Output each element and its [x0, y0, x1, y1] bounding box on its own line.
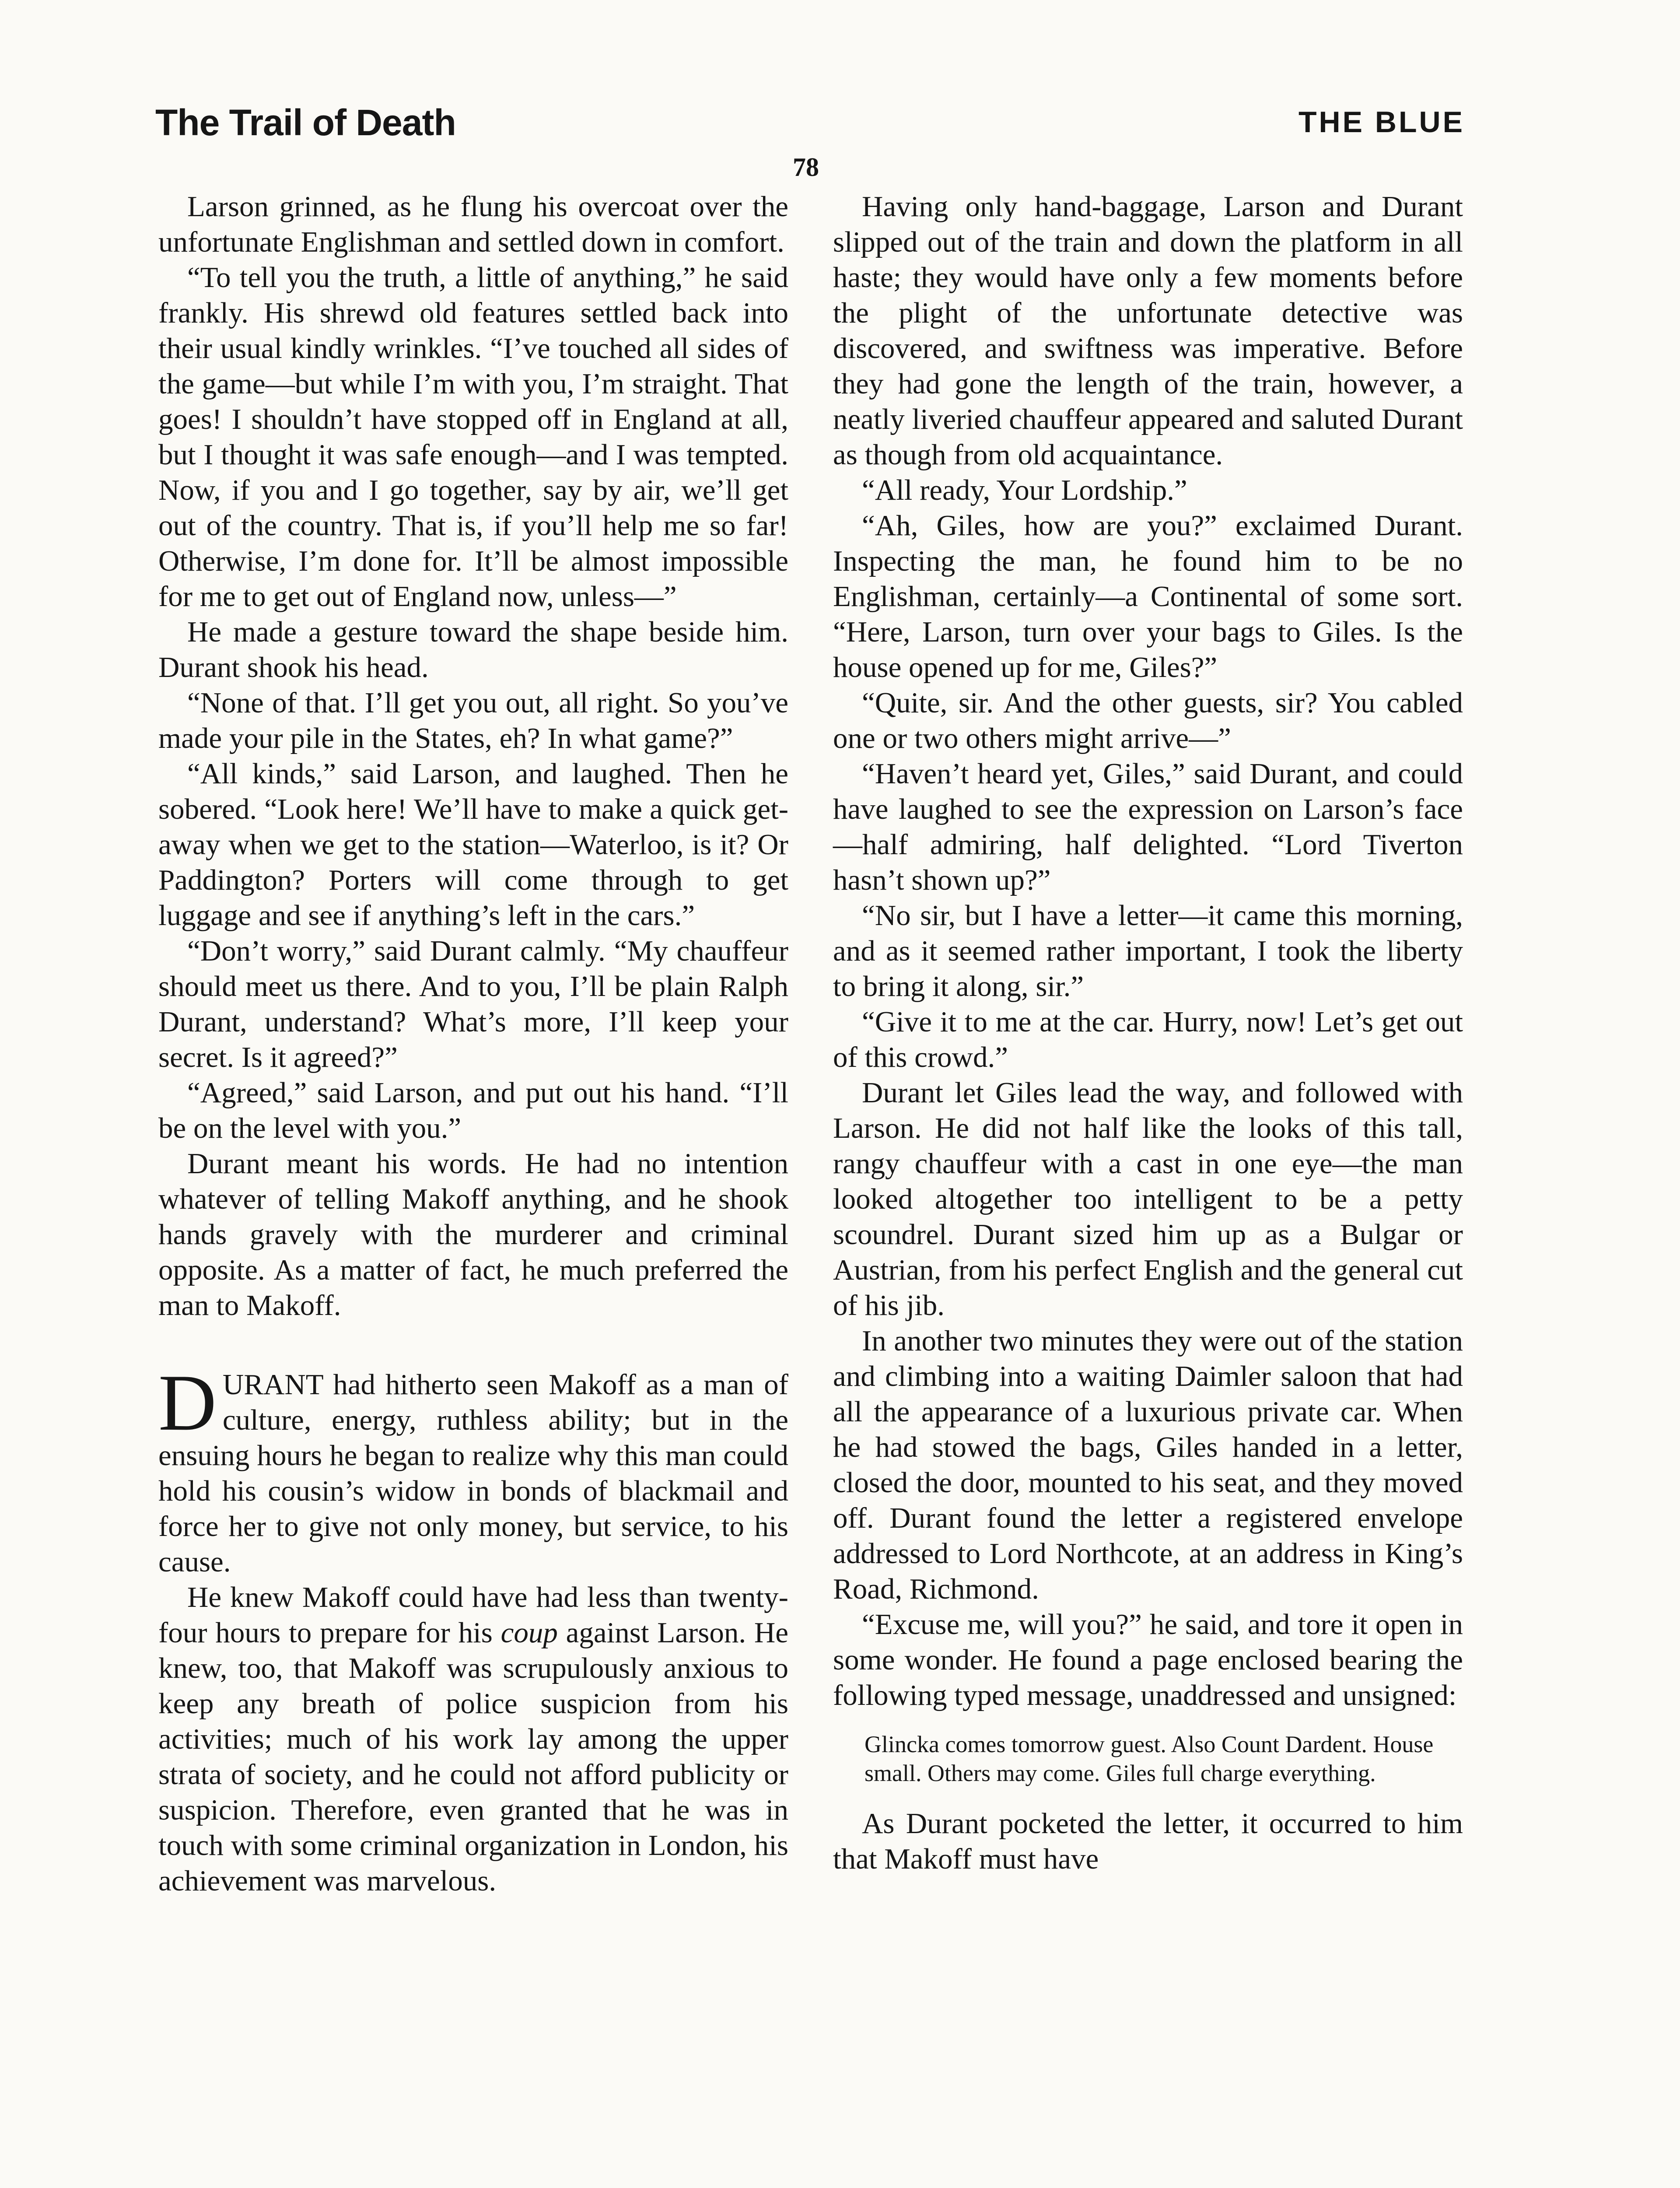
paragraph: “Haven’t heard yet, Giles,” said Durant, and could have laughed to see the expression on Larson’s face—half admiring, half delighted. “Lord Tiverton hasn’t shown up?”: [833, 757, 1463, 896]
running-head-magazine: THE BLUE: [1298, 105, 1465, 139]
paragraph: “Ah, Giles, how are you?” exclaimed Durant. Inspecting the man, he found him to be no Englishman, certainly—a Continental of some sort. “Here, Larson, turn over your bags to Giles. Is the house opened up for me, Giles?”: [833, 509, 1463, 684]
dropcap-paragraph: [158, 1358, 788, 1580]
paragraph: “Don’t worry,” said Durant calmly. “My chauffeur should meet us there. And to you, I’ll be plain Ralph Durant, understand? What’s more, I’ll keep your secret. Is it agreed?”: [158, 935, 788, 1073]
typed-message-text: Glincka comes tomorrow guest. Also Count Dardent. House small. Others may come. Giles full charge everything.: [864, 1731, 1434, 1786]
paragraph: “Agreed,” said Larson, and put out his hand. “I’ll be on the level with you.”: [158, 1076, 788, 1144]
section-break: [158, 1323, 788, 1367]
drop-cap: D: [158, 1358, 217, 1447]
paragraph: Larson grinned, as he flung his overcoat over the unfortunate Englishman and settled down in comfort.: [158, 190, 788, 258]
dropcap-paragraph-text: URANT had hitherto seen Makoff as a man of culture, energy, ruthless ability; but in the ensuing hours he began to realize why this man could hold his cousin’s widow in bonds of blackmail and force her to give not only money, but service, to his cause.: [158, 1368, 788, 1578]
paragraph: “No sir, but I have a letter—it came this morning, and as it seemed rather important, I took the liberty to bring it along, sir.”: [833, 899, 1463, 1003]
paragraph: “None of that. I’ll get you out, all right. So you’ve made your pile in the States, eh? In what game?”: [158, 687, 788, 754]
typed-message: [864, 1730, 1454, 1788]
paragraph: In another two minutes they were out of the station and climbing into a waiting Daimler saloon that had all the appearance of a luxurious private car. When he had stowed the bags, Giles handed in a letter, closed the door, mounted to his seat, and they moved off. Durant found the letter a registered envelope addressed to Lord Northcote, at an address in King’s Road, Richmond.: [833, 1325, 1463, 1605]
right-column: [833, 189, 1463, 1877]
text-run: He knew Makoff could have had less than twenty-four hours to prepare for his: [158, 1581, 788, 1649]
paragraph: Durant meant his words. He had no intention whatever of telling Makoff anything, and he shook hands gravely with the murderer and criminal opposite. As a matter of fact, he much preferred the man to Makoff.: [158, 1147, 788, 1322]
paragraph: “All kinds,” said Larson, and laughed. Then he sobered. “Look here! We’ll have to make a quick get-away when we get to the station—Waterloo, is it? Or Paddington? Porters will come through to get luggage and see if anything’s left in the cars.”: [158, 757, 788, 932]
italic-word: coup: [500, 1616, 558, 1649]
running-head-title: The Trail of Death: [155, 102, 456, 143]
paragraph: He made a gesture toward the shape beside him. Durant shook his head.: [158, 616, 788, 684]
left-column: [158, 189, 788, 1899]
paragraph: “To tell you the truth, a little of anything,” he said frankly. His shrewd old features settled back into their usual kindly wrinkles. “I’ve touched all sides of the game—but while I’m with you, I’m straight. That goes! I shouldn’t have stopped off in England at all, but I thought it was safe enough—and I was tempted. Now, if you and I go together, say by air, we’ll get out of the country. That is, if you’ll help me so far! Otherwise, I’m done for. It’ll be almost impossible for me to get out of England now, unless—”: [158, 261, 788, 613]
paragraph: As Durant pocketed the letter, it occurred to him that Makoff must have: [833, 1807, 1463, 1875]
paragraph: “Quite, sir. And the other guests, sir? You cabled one or two others might arrive—”: [833, 687, 1463, 754]
paragraph: “Excuse me, will you?” he said, and tore it open in some wonder. He found a page enclosed bearing the following typed message, unaddressed and unsigned:: [833, 1608, 1463, 1711]
paragraph: Having only hand-baggage, Larson and Durant slipped out of the train and down the platform in all haste; they would have only a few moments before the plight of the unfortunate detective was discovered, and swiftness was imperative. Before they had gone the length of the train, however, a neatly liveried chauffeur appeared and saluted Durant as though from old acquaintance.: [833, 190, 1463, 471]
paragraph: “Give it to me at the car. Hurry, now! Let’s get out of this crowd.”: [833, 1006, 1463, 1073]
paragraph: Durant let Giles lead the way, and followed with Larson. He did not half like the looks of this tall, rangy chauffeur with a cast in one eye—the man looked altogether too intelligent to be a petty scoundrel. Durant sized him up as a Bulgar or Austrian, from his perfect English and the general cut of his jib.: [833, 1076, 1463, 1322]
paragraph: [158, 1580, 788, 1899]
paragraph: “All ready, Your Lordship.”: [862, 474, 1187, 506]
page-number: 78: [793, 153, 819, 182]
text-run: against Larson. He knew, too, that Makoff was scrupulously anxious to keep any breath of police suspicion from his activities; much of his work lay among the upper strata of society, and he could not afford publicity or suspicion. Therefore, even granted that he was in touch with some criminal organization in London, his achievement was marvelous.: [158, 1616, 788, 1897]
